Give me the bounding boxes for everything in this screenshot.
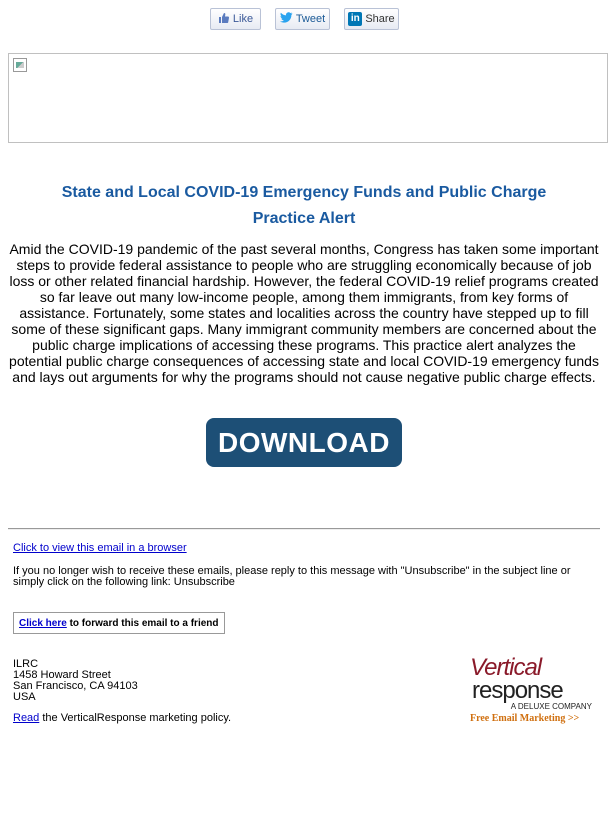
thumbs-up-icon (218, 12, 230, 27)
forward-text: to forward this email to a friend (66, 617, 219, 629)
logo-tagline: A DELUXE COMPANY (510, 702, 592, 711)
view-in-browser-link[interactable]: Click to view this email in a browser (13, 542, 187, 554)
country: USA (13, 691, 36, 703)
forward-link[interactable]: Click here (19, 617, 67, 629)
header-banner-image (8, 53, 608, 143)
unsubscribe-text: If you no longer wish to receive these emails, please reply to this message with "Unsubscribe" in the subject line or simply click on the following link: Unsubscribe (13, 565, 571, 588)
title-line-2: Practice Alert (252, 210, 356, 227)
address-block (13, 659, 138, 703)
tweet-label: Tweet (295, 13, 326, 25)
share-label: Share (365, 13, 395, 25)
city-state-zip: San Francisco, CA 94103 (13, 680, 138, 692)
marketing-policy-line (13, 713, 231, 724)
footer-divider (8, 528, 600, 530)
read-policy-link[interactable]: Read (13, 712, 40, 724)
org-name: ILRC (13, 658, 39, 670)
broken-image-icon (13, 58, 27, 72)
facebook-like-button[interactable] (210, 8, 261, 30)
policy-text: the VerticalResponse marketing policy. (39, 712, 232, 724)
free-email-marketing-link[interactable]: Free Email Marketing >> (470, 713, 580, 724)
street-address: 1458 Howard Street (13, 669, 111, 681)
social-bar (0, 8, 608, 32)
article-title (20, 180, 588, 232)
view-in-browser (13, 543, 187, 554)
title-line-1: State and Local COVID-19 Emergency Funds and Public Charge (61, 184, 547, 201)
forward-box (13, 612, 225, 634)
linkedin-share-button[interactable] (344, 8, 399, 30)
linkedin-icon: in (348, 12, 362, 26)
download-button[interactable]: DOWNLOAD (206, 418, 402, 467)
article-body: Amid the COVID-19 pandemic of the past several months, Congress has taken some important steps to provide federal assistance to people who are struggling economically because of job loss or other related financial hardship. However, the federal COVID-19 relief programs created so far leave out many low-income people, among them immigrants, from key forms of assistance. Fortunately, some states and localities across the country have stepped up to fill some of these significant gaps. Many immigrant community members are concerned about the public charge implications of accessing these programs. This practice alert analyzes the potential public charge consequences of accessing state and local COVID-19 emergency funds and lays out arguments for why the programs should not cause negative public charge effects. (9, 241, 599, 385)
logo-word-vertical: Vertical (470, 654, 542, 681)
twitter-bird-icon (280, 12, 293, 26)
like-label: Like (232, 13, 254, 25)
logo-word-response: response (472, 677, 563, 704)
tweet-button[interactable] (275, 8, 330, 30)
verticalresponse-logo[interactable] (470, 656, 596, 726)
